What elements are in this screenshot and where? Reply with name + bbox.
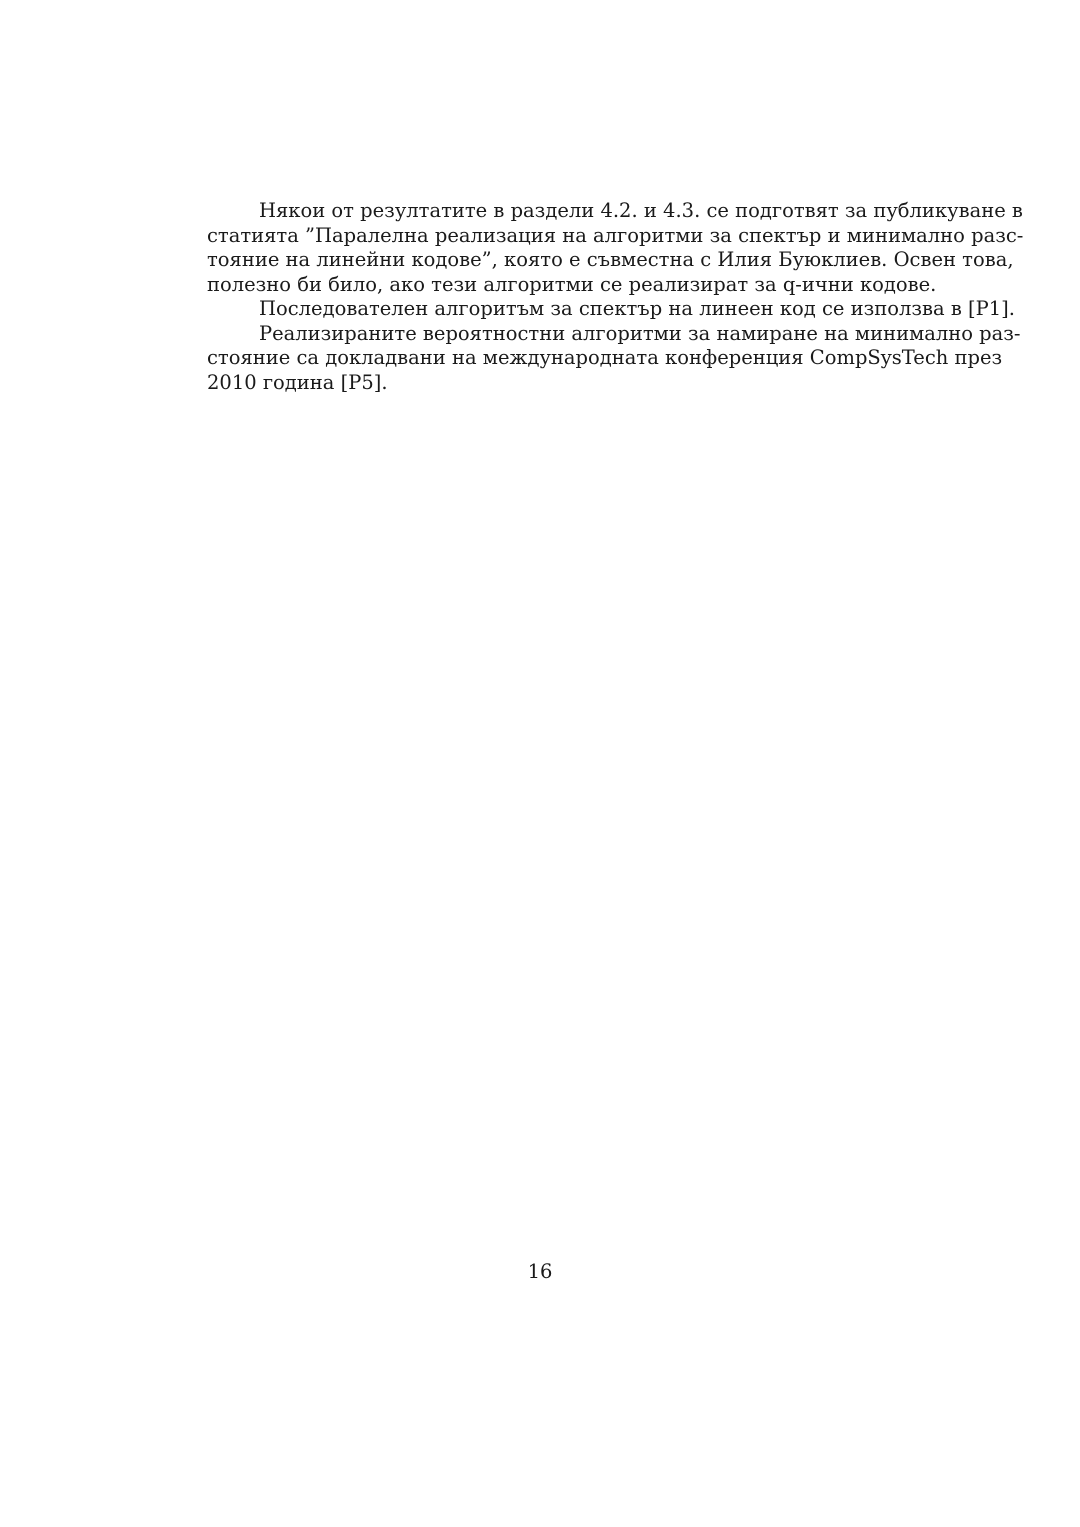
text-line: статията ”Паралелна реализация на алгоритми за спектър и минимално разс- xyxy=(207,223,1024,247)
text-line: Някои от резултатите в раздели 4.2. и 4.3. се подготвят за публикуване в xyxy=(259,199,1023,222)
text-line: Реализираните вероятностни алгоритми за намиране на минимално раз- xyxy=(259,321,1021,345)
body-text xyxy=(207,199,1024,395)
text-line: 2010 година [P5]. xyxy=(207,370,388,394)
paragraph-probabilistic-algorithms xyxy=(207,321,1021,396)
page-number: 16 xyxy=(527,1260,553,1283)
paragraph-publication-plans xyxy=(207,199,1024,297)
text-line: полезно би било, ако тези алгоритми се реализират за q-ични кодове. xyxy=(207,272,937,296)
text-line: стояние са докладвани на международната конференция CompSysTech през xyxy=(207,346,1003,369)
paragraph-sequential-algorithm xyxy=(207,297,1015,322)
text-line: Последователен алгоритъм за спектър на линеен код се използва в [P1]. xyxy=(259,297,1015,320)
text-line: тояние на линейни кодове”, която е съвместна с Илия Буюклиев. Освен това, xyxy=(207,248,1014,271)
